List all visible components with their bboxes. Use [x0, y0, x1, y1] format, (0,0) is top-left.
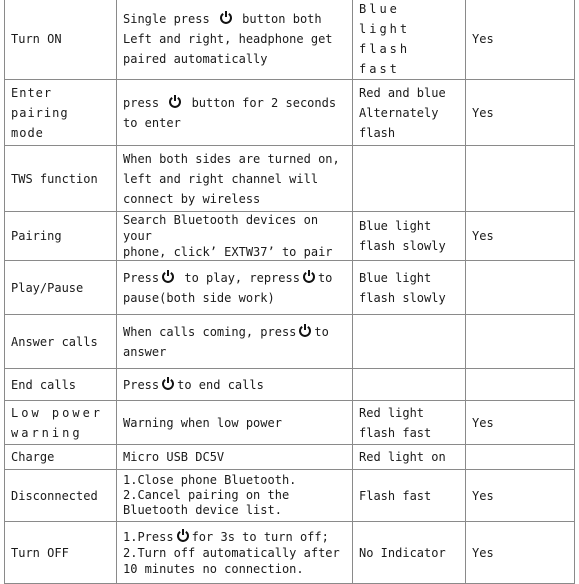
operation-cell: When both sides are turned on, left and right channel will connect by wireless [117, 146, 353, 212]
indicator-cell [353, 369, 466, 401]
indicator-cell: Red light flash fast [353, 401, 466, 445]
prompt-cell: Yes [466, 522, 575, 584]
table-row [5, 261, 575, 315]
operation-cell: press button for 2 seconds to enter [117, 80, 353, 146]
prompt-cell [466, 369, 575, 401]
function-cell: Charge [5, 445, 117, 470]
function-cell: TWS function [5, 146, 117, 212]
table-row [5, 369, 575, 401]
indicator-cell: Red and blue Alternately flash [353, 80, 466, 146]
power-icon [302, 269, 316, 284]
prompt-cell [466, 261, 575, 315]
power-icon [161, 376, 175, 391]
power-icon [161, 269, 175, 284]
indicator-cell [353, 146, 466, 212]
indicator-cell: Red light on [353, 445, 466, 470]
operation-cell: Single press button both Left and right, headphone get paired automatically [117, 0, 353, 80]
indicator-cell: Flash fast [353, 470, 466, 522]
function-table [4, 0, 575, 584]
table-row [5, 0, 575, 80]
function-cell: Disconnected [5, 470, 117, 522]
power-icon [168, 94, 182, 109]
operation-cell: Search Bluetooth devices on your phone, click’ EXTW37’ to pair [117, 212, 353, 261]
function-cell: Enter pairing mode [5, 80, 117, 146]
prompt-cell: Yes [466, 80, 575, 146]
indicator-cell [353, 315, 466, 369]
function-cell: End calls [5, 369, 117, 401]
power-icon [219, 10, 233, 25]
function-cell: Play/Pause [5, 261, 117, 315]
function-cell: Pairing [5, 212, 117, 261]
indicator-cell: Blue light flash slowly [353, 212, 466, 261]
operation-cell: Micro USB DC5V [117, 445, 353, 470]
operation-cell: Warning when low power [117, 401, 353, 445]
function-cell: Turn ON [5, 0, 117, 80]
power-icon [176, 528, 190, 543]
table-row [5, 80, 575, 146]
table-row [5, 146, 575, 212]
prompt-cell [466, 315, 575, 369]
function-cell: Answer calls [5, 315, 117, 369]
prompt-cell: Yes [466, 212, 575, 261]
power-icon [298, 323, 312, 338]
indicator-cell: Blue light flash fast [353, 0, 466, 80]
table-row [5, 445, 575, 470]
operation-cell: When calls coming, press to answer [117, 315, 353, 369]
prompt-cell: Yes [466, 0, 575, 80]
table-row [5, 401, 575, 445]
table-row [5, 212, 575, 261]
prompt-cell: Yes [466, 470, 575, 522]
prompt-cell [466, 445, 575, 470]
operation-cell: 1.Close phone Bluetooth. 2.Cancel pairing on the Bluetooth device list. [117, 470, 353, 522]
operation-cell: 1.Press for 3s to turn off; 2.Turn off automatically after 10 minutes no connection. [117, 522, 353, 584]
table-row [5, 522, 575, 584]
prompt-cell: Yes [466, 401, 575, 445]
table-row [5, 315, 575, 369]
indicator-cell: No Indicator [353, 522, 466, 584]
function-cell: Turn OFF [5, 522, 117, 584]
operation-cell: Press to end calls [117, 369, 353, 401]
function-cell: Low power warning [5, 401, 117, 445]
table-row [5, 470, 575, 522]
indicator-cell: Blue light flash slowly [353, 261, 466, 315]
operation-cell: Press to play, repress to pause(both side work) [117, 261, 353, 315]
prompt-cell [466, 146, 575, 212]
